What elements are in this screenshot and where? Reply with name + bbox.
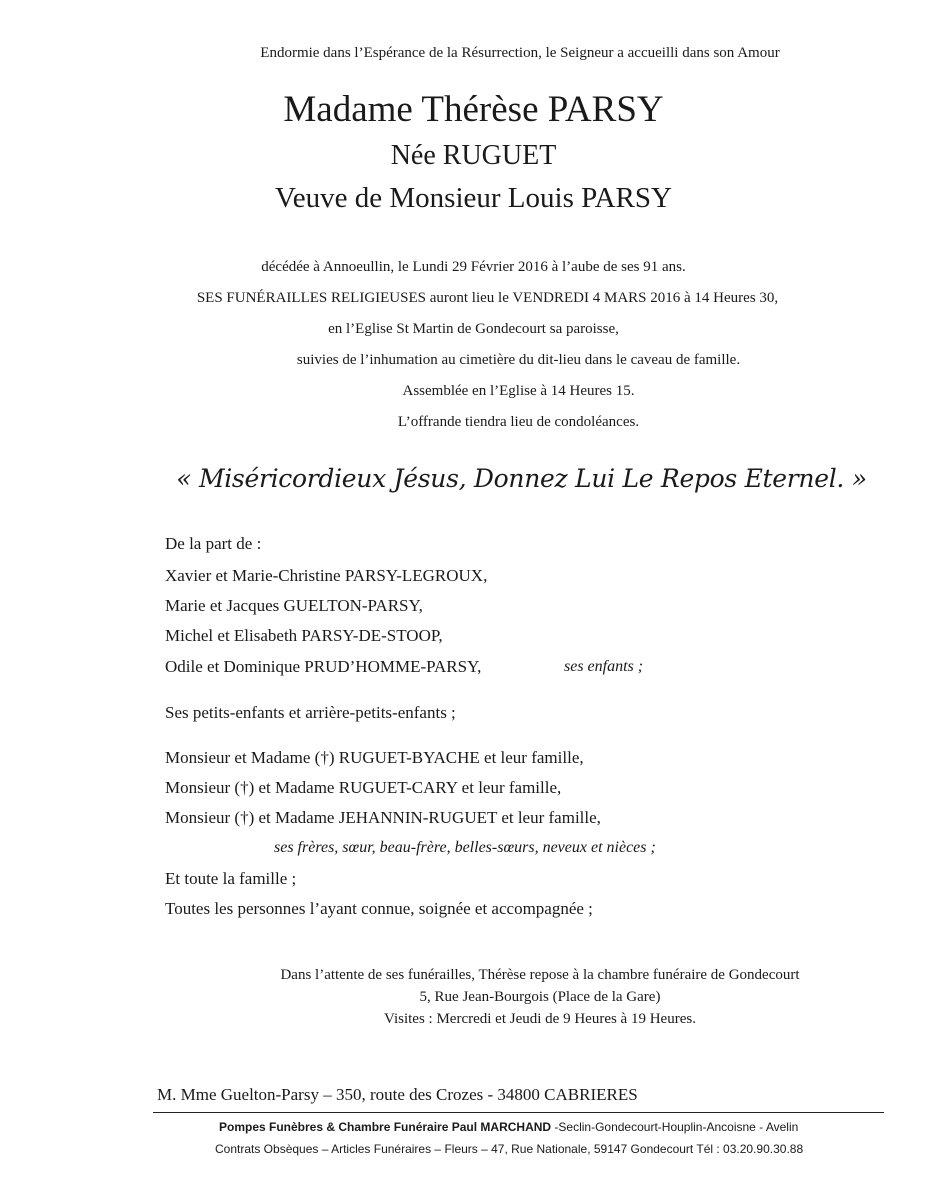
- widow-of: Veuve de Monsieur Louis PARSY: [275, 182, 672, 214]
- footer-line-2: Contrats Obsèques – Articles Funéraires – Fleurs – 47, Rue Nationale, 59147 Gondecourt Tél : 03.20.90.30.88: [215, 1142, 804, 1156]
- grandchildren-line: Ses petits-enfants et arrière-petits-enfants ;: [165, 703, 456, 722]
- others-line: Toutes les personnes l’ayant connue, soignée et accompagnée ;: [165, 899, 593, 918]
- maiden-name: Née RUGUET: [390, 140, 557, 171]
- visit-address: 5, Rue Jean-Bourgois (Place de la Gare): [419, 989, 661, 1005]
- child-line: Michel et Elisabeth PARSY-DE-STOOP,: [165, 626, 443, 645]
- deceased-name: Madame Thérèse PARSY: [283, 89, 664, 130]
- child-line: Xavier et Marie-Christine PARSY-LEGROUX,: [165, 566, 488, 585]
- visit-hours: Visites : Mercredi et Jeudi de 9 Heures à 19 Heures.: [384, 1011, 696, 1027]
- footer-line-1: [219, 1120, 798, 1134]
- siblings-note: ses frères, sœur, beau-frère, belles-sœurs, neveux et nièces ;: [274, 839, 656, 856]
- visit-line: Dans l’attente de ses funérailles, Thérèse repose à la chambre funéraire de Gondecourt: [280, 967, 800, 983]
- from-label: De la part de :: [165, 534, 262, 553]
- church-info: en l’Eglise St Martin de Gondecourt sa paroisse,: [328, 321, 619, 337]
- children-note: ses enfants ;: [564, 658, 644, 675]
- footer-divider: [153, 1112, 884, 1113]
- sibling-line: Monsieur (†) et Madame RUGUET-CARY et leur famille,: [165, 778, 562, 797]
- intro-line: Endormie dans l’Espérance de la Résurrection, le Seigneur a accueilli dans son Amour: [260, 45, 780, 61]
- funeral-home-name: Pompes Funèbres & Chambre Funéraire Paul MARCHAND: [219, 1120, 552, 1134]
- child-line: Odile et Dominique PRUD’HOMME-PARSY,: [165, 657, 482, 676]
- child-line: Marie et Jacques GUELTON-PARSY,: [165, 596, 423, 615]
- sibling-line: Monsieur (†) et Madame JEHANNIN-RUGUET et leur famille,: [165, 808, 601, 827]
- offering-info: L’offrande tiendra lieu de condoléances.: [397, 414, 640, 430]
- funeral-info: SES FUNÉRAILLES RELIGIEUSES auront lieu le VENDREDI 4 MARS 2016 à 14 Heures 30,: [196, 290, 779, 306]
- funeral-home-locations: -Seclin-Gondecourt-Houplin-Ancoisne - Avelin: [551, 1120, 799, 1134]
- family-address: M. Mme Guelton-Parsy – 350, route des Crozes - 34800 CABRIERES: [157, 1085, 638, 1104]
- burial-info: suivies de l’inhumation au cimetière du dit-lieu dans le caveau de famille.: [296, 352, 741, 368]
- sibling-line: Monsieur et Madame (†) RUGUET-BYACHE et leur famille,: [165, 748, 584, 767]
- prayer-quote: « Miséricordieux Jésus, Donnez Lui Le Repos Eternel. »: [176, 464, 867, 493]
- assembly-info: Assemblée en l’Eglise à 14 Heures 15.: [402, 383, 635, 399]
- death-info: décédée à Annoeullin, le Lundi 29 Février 2016 à l’aube de ses 91 ans.: [261, 259, 686, 275]
- family-line: Et toute la famille ;: [165, 869, 297, 888]
